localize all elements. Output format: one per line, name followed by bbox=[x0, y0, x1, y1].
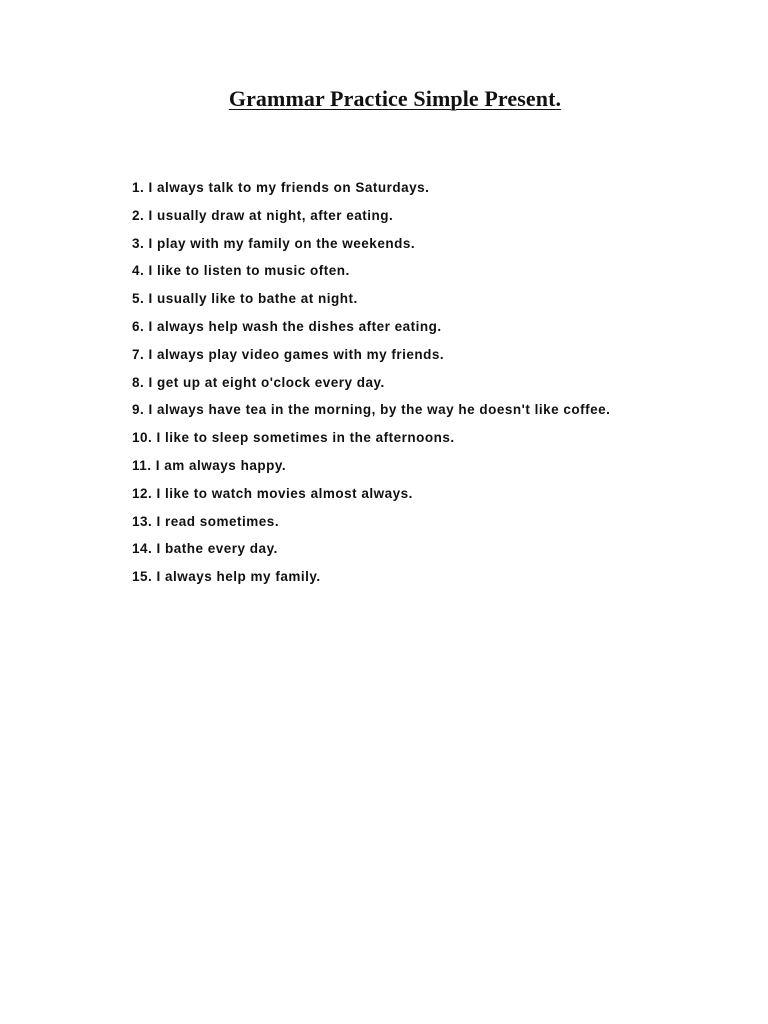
list-item: 14. I bathe every day. bbox=[132, 541, 278, 557]
list-item: 7. I always play video games with my friends. bbox=[132, 346, 445, 362]
list-item: 1. I always talk to my friends on Saturdays. bbox=[132, 180, 430, 195]
list-item: 5. I usually like to bathe at night. bbox=[132, 291, 358, 307]
sentence-list bbox=[132, 179, 610, 596]
list-item: 13. I read sometimes. bbox=[132, 513, 280, 529]
list-item: 3. I play with my family on the weekends. bbox=[132, 235, 416, 251]
page-title: Grammar Practice Simple Present. bbox=[228, 86, 562, 111]
list-item: 10. I like to sleep sometimes in the afternoons. bbox=[132, 430, 455, 446]
list-item: 11. I am always happy. bbox=[132, 457, 287, 473]
list-item: 9. I always have tea in the morning, by the way he doesn't like coffee. bbox=[132, 402, 611, 418]
list-item: 2. I usually draw at night, after eating. bbox=[132, 207, 394, 223]
list-item: 15. I always help my family. bbox=[132, 569, 321, 585]
list-item: 12. I like to watch movies almost always. bbox=[132, 485, 413, 501]
list-item: 6. I always help wash the dishes after eating. bbox=[132, 318, 442, 334]
list-item: 4. I like to listen to music often. bbox=[132, 263, 350, 279]
list-item: 8. I get up at eight o'clock every day. bbox=[132, 374, 385, 390]
